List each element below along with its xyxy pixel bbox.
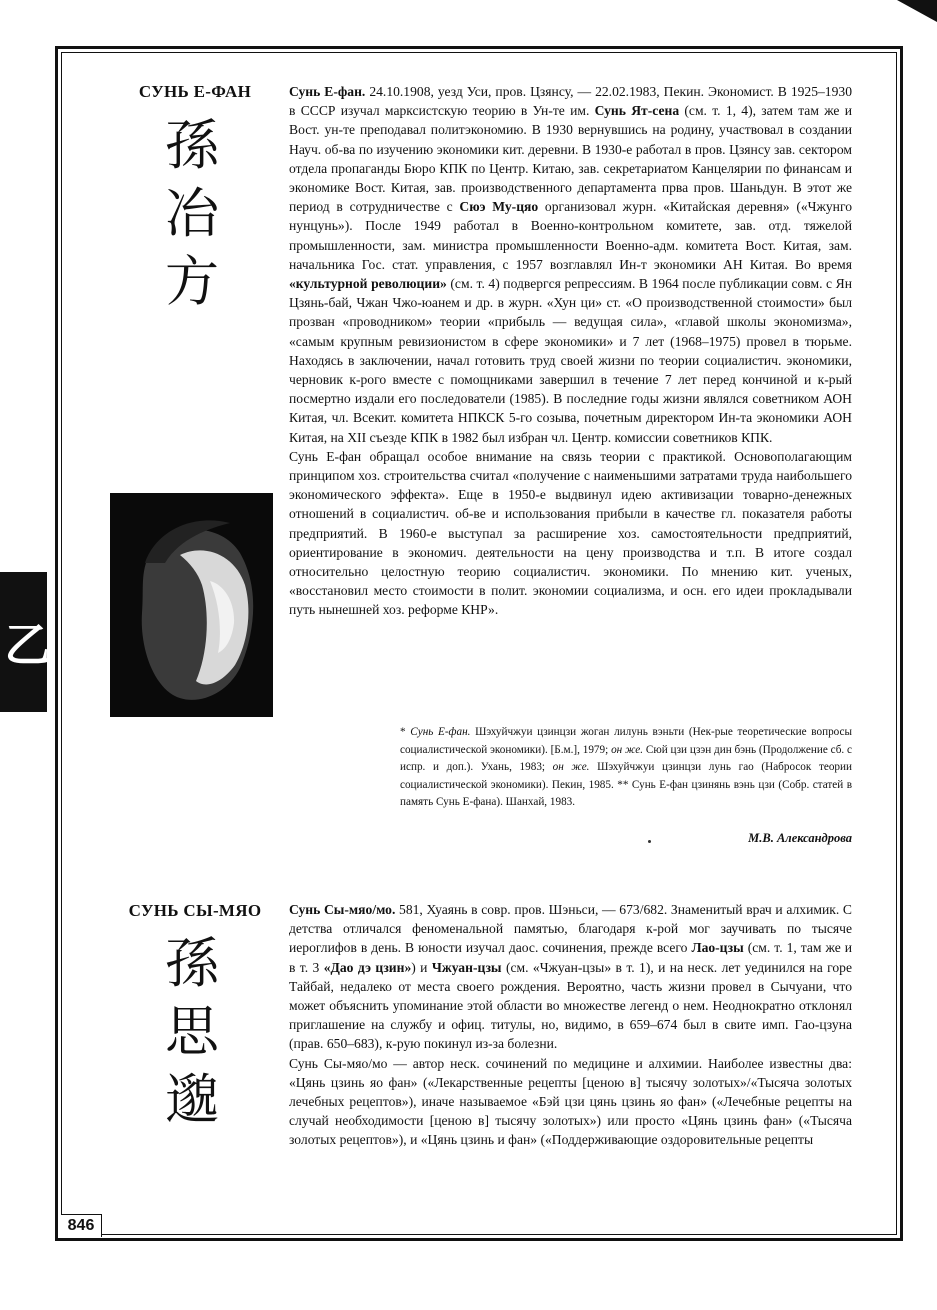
- entry2-paragraph: Сунь Сы-мяо/мо. 581, Хуаянь в совр. пров. Шэньси, — 673/682. Знаменитый врач и алхимик. С детства отличался феноменальной памятью, благодаря к-рой мог заучивать по тысяче иероглифов в день. В юности изучал даос. сочинения, прежде всего Лао-цзы (см. т. 1, там же и в т. 3 «Дао дэ цзин») и Чжуан-цзы (см. «Чжуан-цзы» в т. 1), и на неск. лет уединился на горе Тайбай, недалеко от места своего рождения. Вероятно, часть жизни провел в Сычуани, что может объяснить упоминание этой области во множестве легенд о нем. Неоднократно отклонял приглашение на службу и офиц. титулы, но, видимо, в 659–674 был в свите имп. Гао-цзуна (прав. 650–683), к-рую покинул из-за болезни.: [289, 902, 853, 1052]
- portrait-photo: [110, 493, 273, 717]
- corner-arrow-mark: [897, 0, 937, 22]
- entry2-headword: СУНЬ СЫ-МЯО: [128, 901, 262, 920]
- thumb-index-tab: 乙: [0, 572, 47, 712]
- entry1-hanzi: [147, 112, 237, 316]
- entry2-hanzi-char: 邈: [165, 1068, 219, 1131]
- entry1-paragraph: Сунь Е-фан. 24.10.1908, уезд Уси, пров. Цзянсу, — 22.02.1983, Пекин. Экономист. В 1925–1930 в СССР изучал марксистскую теорию в Ун-те им. Сунь Ят-сена (см. т. 1, 4), затем там же и Вост. ун-те преподавал политэкономию. В 1930 вернувшись на родину, участвовал в создании Науч. об-ва по изучению экономики кит. деревни. В 1930-е работал в пров. Цзянсу зав. сектором отдела пропаганды Бюро КПК по Центр. Китаю, зав. секретариатом Канцелярии по финансам и экономике Вост. Китая, зав. производственного департамента прва пров. Шаньдун. В этот же период в сотрудничестве с Сюэ Му-цяо организовал журн. «Китайская деревня» («Чжунго нунцунь»). После 1949 работал в Военно-контрольном комитете, зав. отд. тяжелой промышленности, зам. министра промышленности Военно-адм. комитета Вост. Китая, зам. начальника Гос. стат. управления, с 1957 возглавлял Ин-т экономики АН Китая. Во время «культурной революции» (см. т. 4) подвергся репрессиям. В 1964 после публикации совм. с Ян Цзянь-бай, Чжан Чжо-юанем и др. в журн. «Хун ци» ст. «О производственной стоимости» был прозван «проводником» теории «прибыль — ведущая сила», «главой школы экономизма», «самым крупным ревизионистом в сфере экономики» и 7 лет (1968–1975) провел в тюрьме. Находясь в заключении, начал готовить труд своей жизни по теории социалистич. экономики, черновик к-рого вместе с помощниками завершил в течение 7 лет перед кончиной и к-рый посмертно издали его последователи (1985). В последние годы жизни являлся советником АОН Китая, чл. Всекит. комитета НПКСК 5-го созыва, почетным директором Ин-та экономики АОН Китая, на XII съезде КПК в 1982 был избран чл. Центр. комиссии советников КПК.: [289, 84, 853, 445]
- entry1-hanzi-char: 孫: [165, 114, 219, 177]
- entry1-author: М.В. Александрова: [748, 831, 852, 845]
- page-number: 846: [61, 1214, 102, 1237]
- entry1-paragraph: Сунь Е-фан обращал особое внимание на связь теории с практикой. Основополагающим принципом хоз. строительства считал «получение с наименьшими затратами труда наибольшего экономического эффекта». Еще в 1950-е выдвинул идею активизации товарно-денежных отношений в социалистич. об-ве и использования прибыли в качестве гл. показателя работы предприятий. В 1960-е выступал за расширение хоз. самостоятельности предприятий, ориентирование в экономич. деятельности на цену производства и т.п. В итоге создал относительно целостную теорию социалистич. экономики. По мнению кит. ученых, «восстановил место стоимости в полит. экономии социализма, и осн. его идеи прокладывали путь нынешней хоз. реформе КНР».: [289, 448, 852, 618]
- entry2-hanzi-char: 思: [165, 1000, 219, 1063]
- entry2-body: [289, 900, 852, 1150]
- entry2-hanzi-char: 孫: [165, 932, 219, 995]
- entry1-body: [289, 82, 852, 620]
- entry2-paragraph: Сунь Сы-мяо/мо — автор неск. сочинений по медицине и алхимии. Наиболее известны два: «Цянь цзинь яо фан» («Лекарственные рецепты [ценою в] тысячу золотых»/«Тысяча золотых лечебных рецептов»), иначе называемое «Бэй цзи цянь цзинь яо фан» («Лечебные рецепты на случай необходимости [ценою в] тысячу золотых») или просто «Цянь цзинь фан» («Тысяча золотых рецептов»), и «Цянь цзинь и фан» («Поддерживающие оздоровительные рецепты: [289, 1055, 852, 1148]
- entry1-hanzi-char: 方: [165, 250, 219, 313]
- entry2-hanzi: [147, 930, 237, 1134]
- entry1-headword: СУНЬ Е-ФАН: [138, 82, 252, 101]
- entry1-references: * Сунь Е-фан. Шэхуйчжуи цзинцзи жоган лилунь вэньти (Нек-рые теоретические вопросы социалистической экономики). [Б.м.], 1979; он же. Сюй цзи цзэн дин бэнь (Продолжение сб. с испр. и доп.). Ухань, 1983; он же. Шэхуйчжуи цзинцзи лунь гао (Набросок теории социалистической экономики). Пекин, 1985. ** Сунь Е-фан цзинянь вэнь цзи (Собр. статей в память Сунь Е-фана). Шанхай, 1983.: [400, 726, 853, 808]
- entry1-hanzi-char: 冶: [165, 182, 219, 245]
